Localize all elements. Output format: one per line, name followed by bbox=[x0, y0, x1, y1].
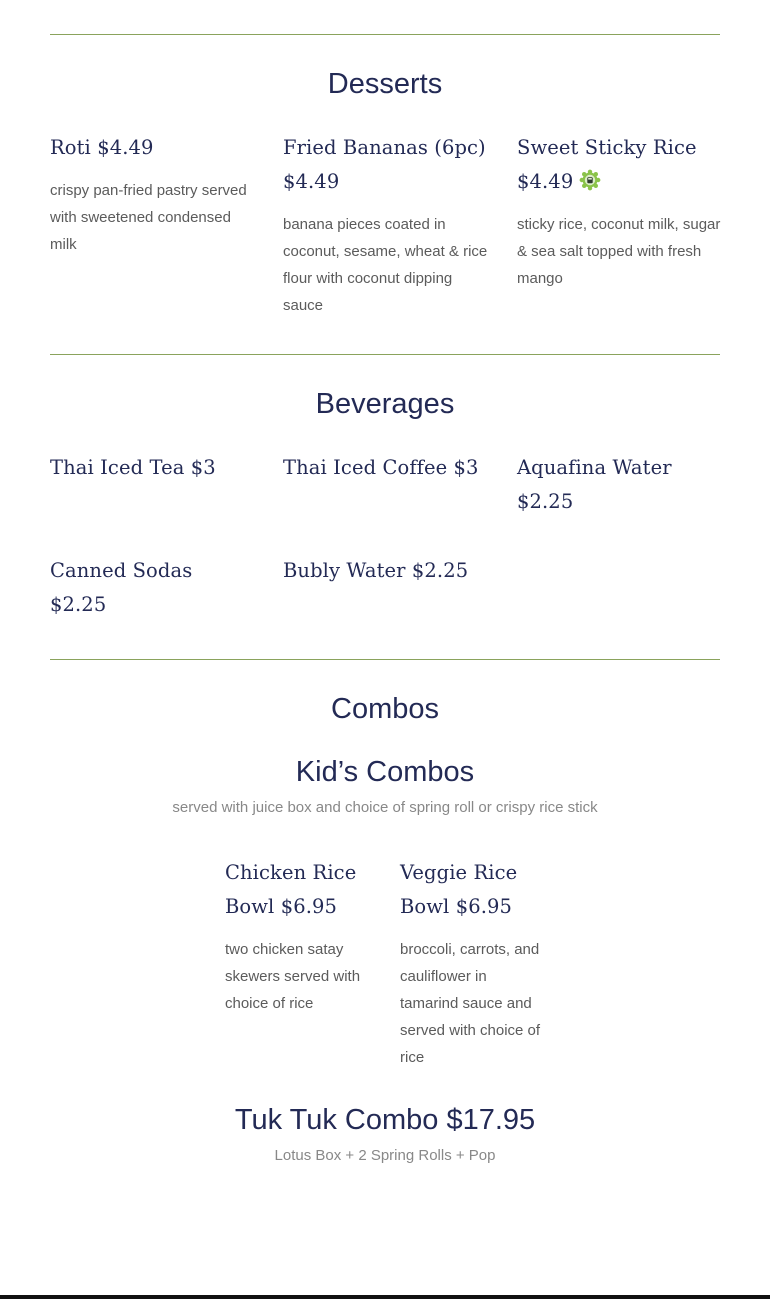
section-title-desserts: Desserts bbox=[327, 68, 443, 100]
section-divider-top bbox=[50, 34, 720, 35]
menu-item-name: Chicken Rice Bowl $6.95 bbox=[225, 861, 357, 918]
menu-item-name: Canned Sodas $2.25 bbox=[50, 559, 193, 616]
menu-item-name: Aquafina Water $2.25 bbox=[517, 456, 672, 513]
menu-item-name bbox=[517, 131, 729, 199]
section-divider-combos bbox=[50, 659, 720, 660]
menu-item-roti bbox=[50, 131, 260, 258]
tuk-tuk-combo-title: Tuk Tuk Combo $17.95 bbox=[234, 1104, 536, 1136]
menu-item-fried-bananas bbox=[283, 131, 495, 319]
tuk-tuk-combo-subtitle: Lotus Box + 2 Spring Rolls + Pop bbox=[274, 1147, 496, 1164]
section-divider-beverages bbox=[50, 354, 720, 355]
menu-item-thai-iced-coffee bbox=[283, 451, 495, 485]
menu-item-description: broccoli, carrots, and cauliflower in tamarind sauce and served with choice of rice bbox=[400, 941, 541, 1066]
kids-combos-title: Kid’s Combos bbox=[295, 756, 475, 788]
menu-item-bubly-water bbox=[283, 554, 495, 588]
vegetarian-badge-icon bbox=[579, 168, 601, 190]
menu-item-name: Roti $4.49 bbox=[50, 136, 154, 159]
menu-item-chicken-rice-bowl bbox=[225, 856, 373, 1017]
menu-item-canned-sodas bbox=[50, 554, 230, 622]
section-title-combos: Combos bbox=[331, 693, 439, 725]
menu-item-name-text: Sweet Sticky Rice $4.49 bbox=[517, 136, 697, 193]
menu-item-description: sticky rice, coconut milk, sugar & sea salt topped with fresh mango bbox=[517, 216, 721, 287]
menu-item-name: Thai Iced Coffee $3 bbox=[283, 456, 479, 479]
menu-item-description: crispy pan-fried pastry served with sweetened condensed milk bbox=[50, 182, 247, 253]
menu-item-name: Veggie Rice Bowl $6.95 bbox=[400, 861, 518, 918]
menu-item-name: Fried Bananas (6pc) $4.49 bbox=[283, 136, 486, 193]
menu-item-name: Thai Iced Tea $3 bbox=[50, 456, 216, 479]
menu-item-aquafina-water bbox=[517, 451, 697, 519]
menu-item-sweet-sticky-rice bbox=[517, 131, 729, 292]
menu-item-veggie-rice-bowl bbox=[400, 856, 548, 1071]
menu-item-name: Bubly Water $2.25 bbox=[283, 559, 469, 582]
kids-combos-subtitle: served with juice box and choice of spring roll or crispy rice stick bbox=[172, 799, 598, 816]
section-title-beverages: Beverages bbox=[315, 388, 455, 420]
footer-bar bbox=[0, 1295, 770, 1299]
menu-item-description: banana pieces coated in coconut, sesame, wheat & rice flour with coconut dipping sauce bbox=[283, 216, 488, 314]
menu-item-thai-iced-tea bbox=[50, 451, 262, 485]
menu-item-description: two chicken satay skewers served with choice of rice bbox=[225, 941, 361, 1012]
